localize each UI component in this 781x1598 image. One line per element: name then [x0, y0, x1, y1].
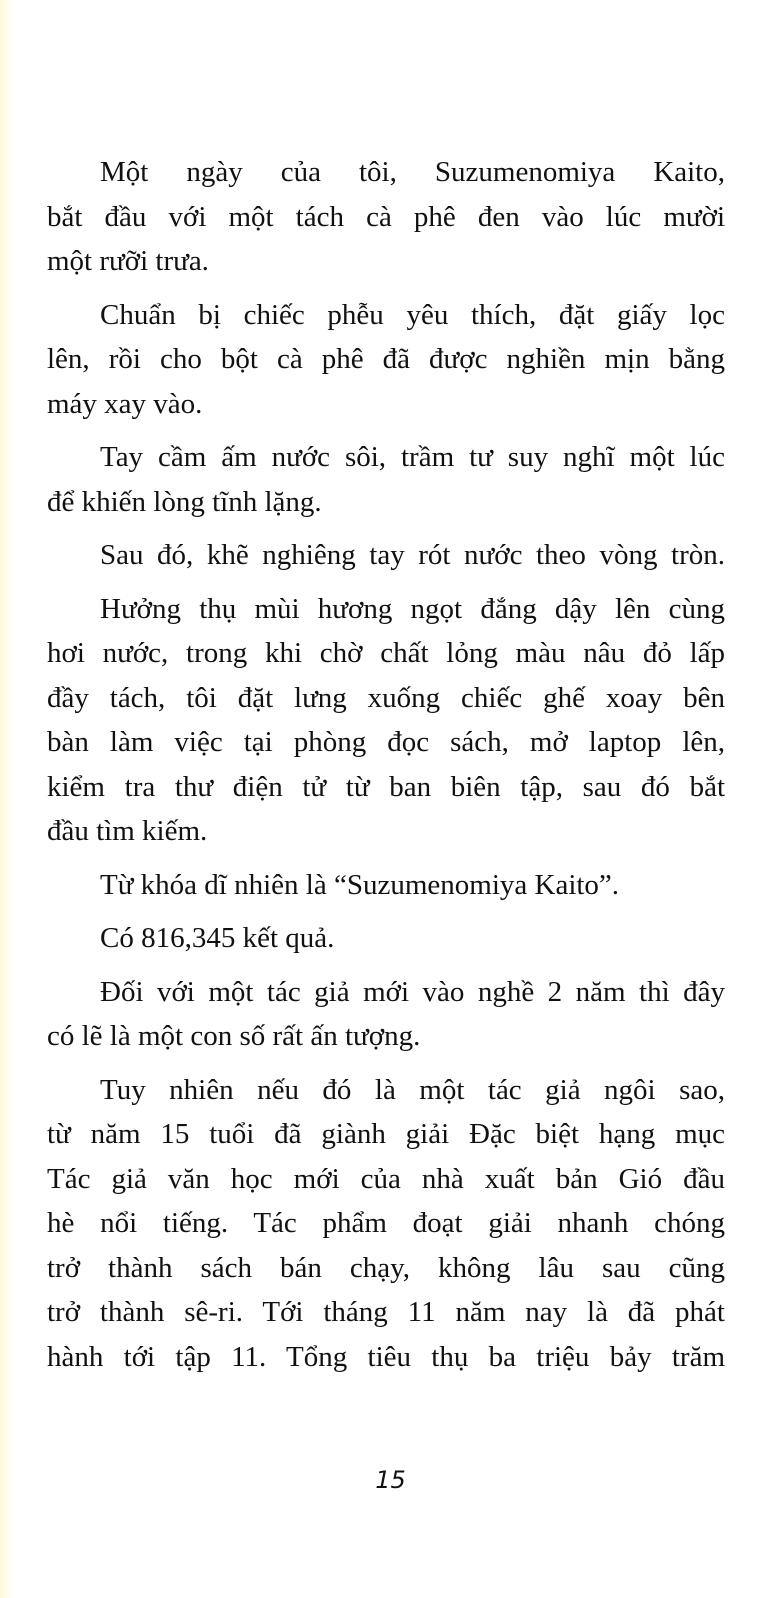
paragraph-5 — [47, 587, 725, 854]
text-line: hành tới tập 11. Tổng tiêu thụ ba triệu bảy trăm — [47, 1340, 725, 1373]
paragraph-2 — [47, 293, 725, 427]
paragraph-8 — [47, 970, 725, 1059]
text-line: lên, rồi cho bột cà phê đã được nghiền mịn bằng — [47, 343, 725, 375]
text-line: Hưởng thụ mùi hương ngọt đắng dậy lên cùng — [100, 592, 725, 625]
text-line: đầy tách, tôi đặt lưng xuống chiếc ghế xoay bên — [47, 681, 725, 714]
text-line: bàn làm việc tại phòng đọc sách, mở laptop lên, — [47, 726, 725, 758]
paragraph-7 — [47, 916, 725, 961]
text-line: một rưỡi trưa. — [47, 245, 209, 277]
paragraph-1 — [47, 150, 725, 284]
text-line: trở thành sê-ri. Tới tháng 11 năm nay là đã phát — [47, 1296, 725, 1328]
paragraph-4 — [47, 533, 725, 578]
text-line: Một ngày của tôi, Suzumenomiya Kaito, — [100, 156, 725, 188]
text-line: hè nổi tiếng. Tác phẩm đoạt giải nhanh chóng — [47, 1207, 725, 1239]
paragraph-6 — [47, 863, 725, 908]
page-number: 15 — [375, 1466, 406, 1494]
text-line: có lẽ là một con số rất ấn tượng. — [47, 1020, 421, 1052]
text-line: Sau đó, khẽ nghiêng tay rót nước theo vòng tròn. — [100, 539, 725, 571]
text-line: kiểm tra thư điện tử từ ban biên tập, sau đó bắt — [47, 770, 725, 803]
text-line: Từ khóa dĩ nhiên là “Suzumenomiya Kaito”. — [100, 868, 620, 901]
page-edge-shadow — [0, 0, 14, 1598]
text-line: trở thành sách bán chạy, không lâu sau cũng — [47, 1251, 725, 1284]
text-line: Có 816,345 kết quả. — [100, 922, 335, 954]
page-body — [47, 150, 725, 1388]
paragraph-9 — [47, 1068, 725, 1380]
text-line: Tác giả văn học mới của nhà xuất bản Gió đầu — [47, 1162, 725, 1195]
text-line: để khiến lòng tĩnh lặng. — [47, 485, 322, 518]
text-line: máy xay vào. — [47, 387, 203, 420]
text-line: bắt đầu với một tách cà phê đen vào lúc mười — [47, 200, 725, 233]
text-line: hơi nước, trong khi chờ chất lỏng màu nâu đỏ lấp — [47, 637, 725, 669]
text-line: từ năm 15 tuổi đã giành giải Đặc biệt hạng mục — [47, 1118, 725, 1150]
text-line: Đối với một tác giả mới vào nghề 2 năm thì đây — [100, 975, 725, 1008]
text-line: Chuẩn bị chiếc phễu yêu thích, đặt giấy lọc — [100, 298, 725, 331]
text-line: Tuy nhiên nếu đó là một tác giả ngôi sao, — [100, 1073, 725, 1106]
text-line: Tay cầm ấm nước sôi, trầm tư suy nghĩ một lúc — [100, 441, 725, 473]
paragraph-3 — [47, 435, 725, 524]
text-line: đầu tìm kiếm. — [47, 815, 208, 847]
